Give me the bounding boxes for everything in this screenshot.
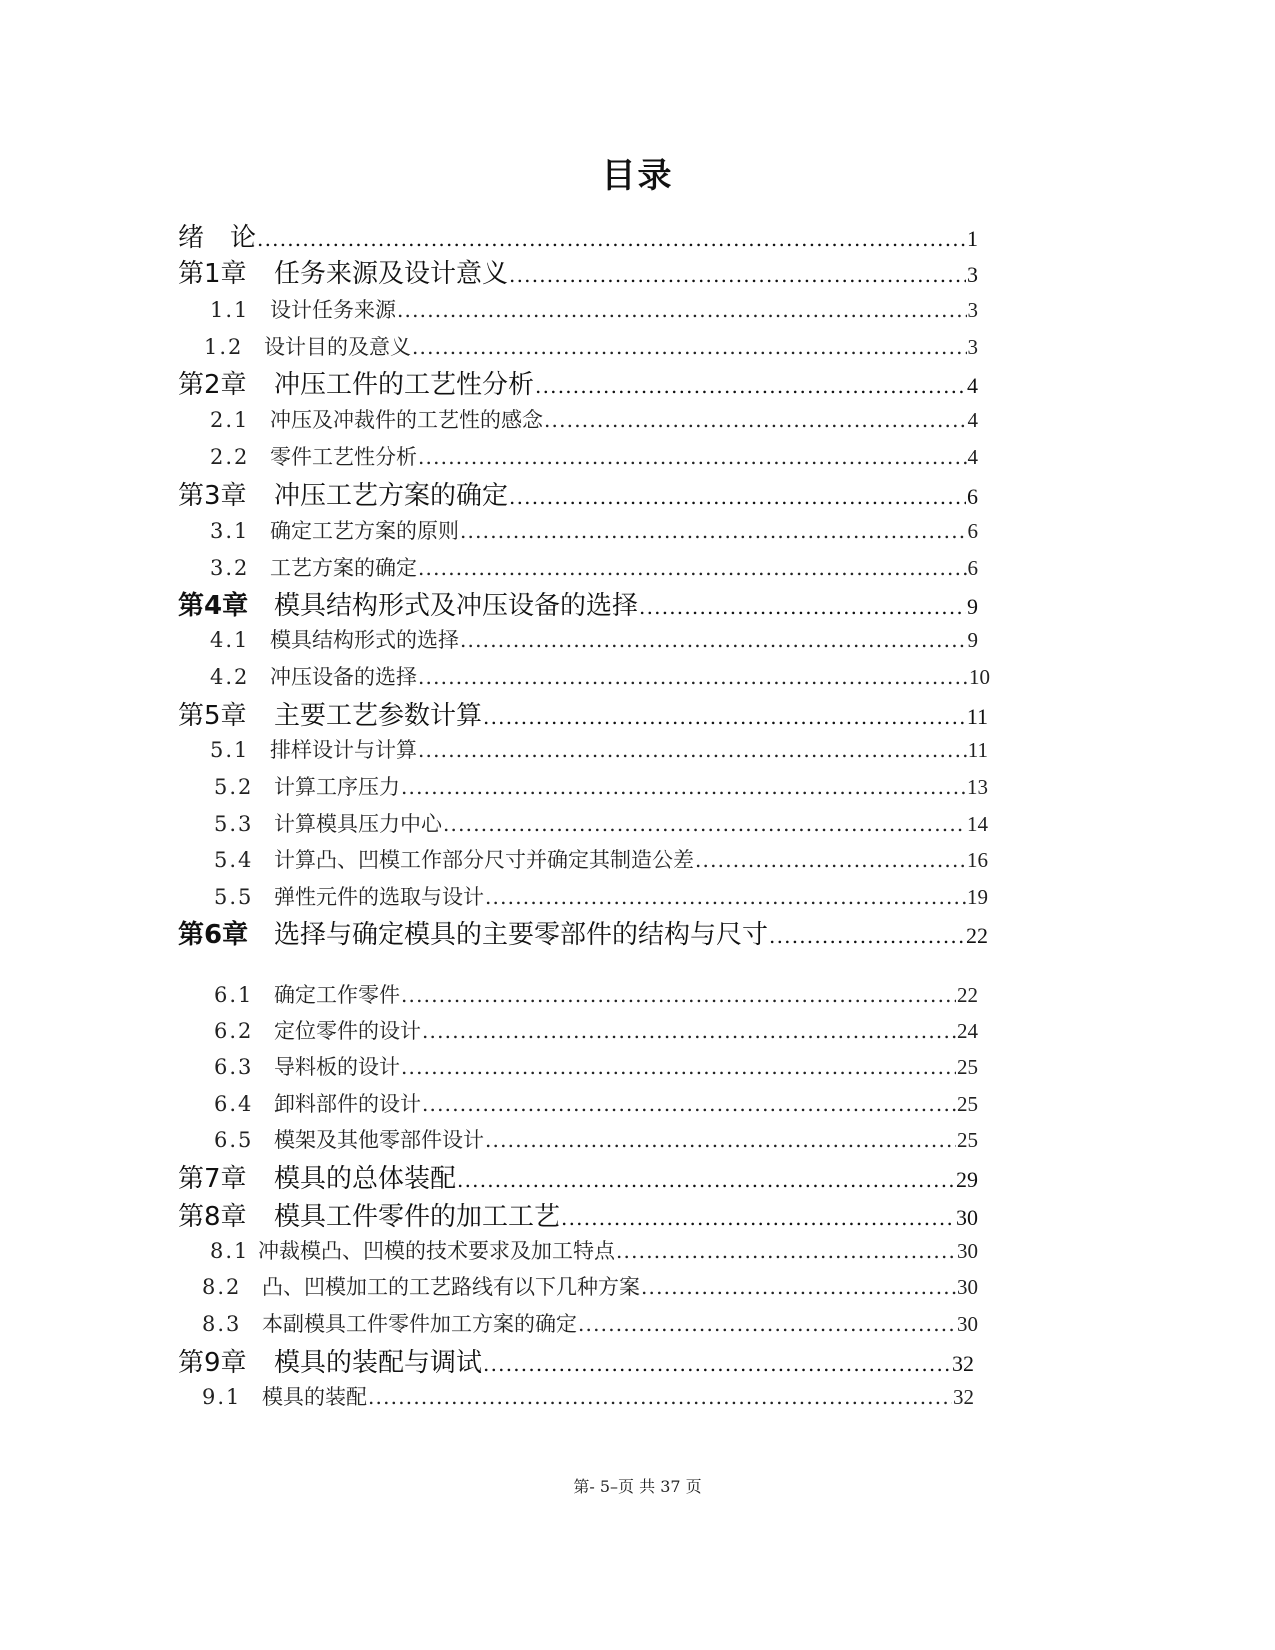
toc-entry-number: 绪 论 xyxy=(178,223,257,253)
toc-entry-number: 2.1 xyxy=(210,408,250,432)
toc-entry-label: 确定工作零件 xyxy=(274,983,400,1007)
toc-entry-label: 凸、凹模加工的工艺路线有以下几种方案 xyxy=(262,1275,640,1299)
toc-entry-label: 选择与确定模具的主要零部件的结构与尺寸 xyxy=(274,920,769,950)
toc-entry-section-3-2[interactable] xyxy=(210,552,978,582)
toc-entry-number: 5.2 xyxy=(214,775,254,799)
toc-entry-number: 6.5 xyxy=(214,1128,254,1152)
toc-entry-chapter-9[interactable] xyxy=(178,1342,974,1379)
toc-entry-label: 主要工艺参数计算 xyxy=(274,701,483,731)
toc-entry-number: 5.1 xyxy=(210,738,250,762)
toc-entry-label: 任务来源及设计意义 xyxy=(274,259,509,289)
toc-entry-label: 模架及其他零部件设计 xyxy=(274,1128,484,1152)
toc-entry-number: 3.2 xyxy=(210,556,250,580)
page-title: 目录 xyxy=(601,156,674,196)
toc-entry-label: 弹性元件的选取与设计 xyxy=(274,885,484,909)
toc-entry-label: 工艺方案的确定 xyxy=(270,556,417,580)
toc-entry-section-2-1[interactable] xyxy=(210,404,978,434)
toc-leader xyxy=(401,983,956,1007)
toc-entry-number: 第5章 xyxy=(178,701,247,731)
toc-page-number: 29 xyxy=(956,1167,978,1192)
toc-entry-section-5-4[interactable] xyxy=(214,844,988,874)
toc-leader xyxy=(695,848,966,872)
toc-entry-label: 设计任务来源 xyxy=(270,298,396,322)
toc-page-number: 22 xyxy=(966,923,988,948)
toc-leader xyxy=(509,263,966,287)
toc-entry-chapter-2[interactable] xyxy=(178,364,978,401)
toc-leader xyxy=(397,298,967,322)
toc-page-number: 30 xyxy=(957,1312,978,1336)
toc-leader xyxy=(639,595,966,619)
toc-entry-section-8-2[interactable] xyxy=(202,1271,978,1301)
toc-entry-number: 8.1 xyxy=(210,1239,250,1263)
toc-leader xyxy=(641,1275,956,1299)
toc-page-number: 6 xyxy=(967,519,978,543)
toc-entry-number: 4.2 xyxy=(210,665,250,689)
toc-leader xyxy=(544,408,967,432)
toc-entry-chapter-7[interactable] xyxy=(178,1158,978,1195)
toc-leader xyxy=(443,812,966,836)
toc-entry-label: 模具的装配与调试 xyxy=(274,1348,483,1378)
toc-page-number: 11 xyxy=(966,704,988,729)
toc-page-number: 11 xyxy=(967,738,988,762)
toc-entry-section-6-1[interactable] xyxy=(214,979,978,1009)
toc-entry-section-2-2[interactable] xyxy=(210,441,978,471)
toc-entry-section-6-2[interactable] xyxy=(214,1015,978,1045)
toc-page-number: 3 xyxy=(967,298,978,322)
toc-page-number: 25 xyxy=(957,1128,978,1152)
toc-entry-number: 6.2 xyxy=(214,1019,254,1043)
toc-entry-number: 1.2 xyxy=(204,335,244,359)
toc-entry-label: 排样设计与计算 xyxy=(270,738,417,762)
toc-leader xyxy=(418,556,967,580)
toc-entry-number: 8.2 xyxy=(202,1275,242,1299)
toc-entry-number: 第1章 xyxy=(178,259,247,289)
toc-entry-number: 2.2 xyxy=(210,445,250,469)
toc-page-number: 30 xyxy=(957,1239,978,1263)
toc-entry-label: 卸料部件的设计 xyxy=(274,1092,421,1116)
toc-entry-section-5-3[interactable] xyxy=(214,808,988,838)
toc-leader xyxy=(460,519,967,543)
toc-page-number: 25 xyxy=(957,1092,978,1116)
toc-page-number: 4 xyxy=(967,373,978,398)
toc-page-number: 3 xyxy=(967,262,978,287)
toc-entry-label: 模具的总体装配 xyxy=(274,1164,457,1194)
toc-entry-label: 模具的装配 xyxy=(262,1385,367,1409)
toc-entry-label: 冲压设备的选择 xyxy=(270,665,417,689)
toc-page-number: 22 xyxy=(957,983,978,1007)
toc-entry-label: 冲压工件的工艺性分析 xyxy=(274,370,535,400)
toc-entry-section-6-4[interactable] xyxy=(214,1088,978,1118)
toc-page-number: 32 xyxy=(953,1385,974,1409)
toc-entry-section-5-2[interactable] xyxy=(214,771,988,801)
toc-page-number: 19 xyxy=(967,885,988,909)
toc-entry-label: 冲压工艺方案的确定 xyxy=(274,481,509,511)
toc-page-number: 6 xyxy=(967,556,978,580)
toc-entry-number: 5.3 xyxy=(214,812,254,836)
toc-entry-number: 6.1 xyxy=(214,983,254,1007)
toc-page-number: 4 xyxy=(967,445,978,469)
toc-page-number: 4 xyxy=(967,408,978,432)
toc-page-number: 25 xyxy=(957,1055,978,1079)
toc-leader xyxy=(509,485,966,509)
toc-entry-section-1-1[interactable] xyxy=(210,294,978,324)
toc-entry-number: 第7章 xyxy=(178,1164,247,1194)
toc-entry-number: 第4章 xyxy=(178,591,249,621)
toc-entry-section-9-1[interactable] xyxy=(202,1381,974,1411)
toc-page-number: 1 xyxy=(967,226,978,251)
toc-entry-section-6-5[interactable] xyxy=(214,1124,978,1154)
toc-page-number: 13 xyxy=(967,775,988,799)
toc-entry-number: 6.3 xyxy=(214,1055,254,1079)
toc-leader xyxy=(483,1352,951,1376)
toc-leader xyxy=(401,775,966,799)
toc-entry-number: 9.1 xyxy=(202,1385,242,1409)
toc-entry-label: 模具工件零件的加工工艺 xyxy=(274,1202,561,1232)
toc-entry-section-5-1[interactable] xyxy=(210,734,988,764)
toc-leader xyxy=(422,1092,956,1116)
toc-entry-label: 计算凸、凹模工作部分尺寸并确定其制造公差 xyxy=(274,848,694,872)
toc-entry-chapter-8[interactable] xyxy=(178,1196,978,1233)
toc-entry-number: 6.4 xyxy=(214,1092,254,1116)
toc-entry-number: 第8章 xyxy=(178,1202,247,1232)
toc-leader xyxy=(368,1385,952,1409)
toc-page-number: 6 xyxy=(967,484,978,509)
page-footer: 第- 5–页 共 37 页 xyxy=(573,1477,702,1496)
toc-page-number: 10 xyxy=(969,665,990,689)
toc-entry-label: 导料板的设计 xyxy=(274,1055,400,1079)
toc-entry-chapter-5[interactable] xyxy=(178,695,988,732)
toc-entry-label: 冲压及冲裁件的工艺性的感念 xyxy=(270,408,543,432)
toc-leader xyxy=(769,924,965,948)
toc-entry-number: 5.5 xyxy=(214,885,254,909)
toc-entry-section-1-2[interactable] xyxy=(204,331,978,361)
toc-entry-section-6-3[interactable] xyxy=(214,1051,978,1081)
toc-leader xyxy=(422,1019,956,1043)
toc-leader xyxy=(418,738,967,762)
toc-entry-section-8-1[interactable] xyxy=(210,1235,978,1265)
toc-entry-number: 8.3 xyxy=(202,1312,242,1336)
toc-entry-label: 设计目的及意义 xyxy=(264,335,411,359)
toc-entry-section-8-3[interactable] xyxy=(202,1308,978,1338)
toc-entry-section-4-2[interactable] xyxy=(210,661,990,691)
toc-leader xyxy=(616,1239,956,1263)
toc-leader xyxy=(418,665,968,689)
toc-leader xyxy=(578,1312,956,1336)
toc-page-number: 9 xyxy=(967,628,978,652)
toc-entry-chapter-1[interactable] xyxy=(178,253,978,290)
toc-entry-chapter-6[interactable] xyxy=(178,914,988,951)
toc-leader xyxy=(401,1055,956,1079)
toc-entry-number: 3.1 xyxy=(210,519,250,543)
toc-entry-number: 第3章 xyxy=(178,481,247,511)
toc-entry-chapter-4[interactable] xyxy=(178,585,978,622)
toc-leader xyxy=(561,1206,955,1230)
toc-entry-number: 第9章 xyxy=(178,1348,247,1378)
toc-page-number: 30 xyxy=(957,1275,978,1299)
toc-entry-label: 计算模具压力中心 xyxy=(274,812,442,836)
toc-page-number: 14 xyxy=(967,812,988,836)
toc-entry-label: 冲裁模凸、凹模的技术要求及加工特点 xyxy=(258,1239,615,1263)
toc-entry-label: 模具结构形式及冲压设备的选择 xyxy=(274,591,639,621)
toc-leader xyxy=(483,705,966,729)
toc-leader xyxy=(460,628,967,652)
toc-page-number: 16 xyxy=(967,848,988,872)
toc-entry-intro[interactable] xyxy=(178,217,978,254)
toc-entry-label: 确定工艺方案的原则 xyxy=(270,519,459,543)
toc-page-number: 24 xyxy=(957,1019,978,1043)
toc-leader xyxy=(418,445,967,469)
toc-entry-number: 1.1 xyxy=(210,298,250,322)
toc-leader xyxy=(457,1168,955,1192)
toc-entry-label: 模具结构形式的选择 xyxy=(270,628,459,652)
toc-leader xyxy=(485,885,966,909)
toc-entry-number: 第2章 xyxy=(178,370,247,400)
toc-leader xyxy=(412,335,967,359)
toc-entry-label: 计算工序压力 xyxy=(274,775,400,799)
toc-entry-number: 第6章 xyxy=(178,920,249,950)
toc-leader xyxy=(535,374,966,398)
toc-entry-section-4-1[interactable] xyxy=(210,624,978,654)
toc-page-number: 3 xyxy=(967,335,978,359)
toc-entry-section-3-1[interactable] xyxy=(210,515,978,545)
toc-entry-section-5-5[interactable] xyxy=(214,881,988,911)
toc-entry-label: 本副模具工件零件加工方案的确定 xyxy=(262,1312,577,1336)
toc-page-number: 9 xyxy=(967,594,978,619)
toc-page-number: 30 xyxy=(956,1205,978,1230)
toc-entry-chapter-3[interactable] xyxy=(178,475,978,512)
toc-entry-label: 零件工艺性分析 xyxy=(270,445,417,469)
toc-leader xyxy=(257,227,966,251)
toc-entry-number: 4.1 xyxy=(210,628,250,652)
toc-leader xyxy=(485,1128,956,1152)
toc-page-number: 32 xyxy=(952,1351,974,1376)
toc-entry-number: 5.4 xyxy=(214,848,254,872)
toc-entry-label: 定位零件的设计 xyxy=(274,1019,421,1043)
